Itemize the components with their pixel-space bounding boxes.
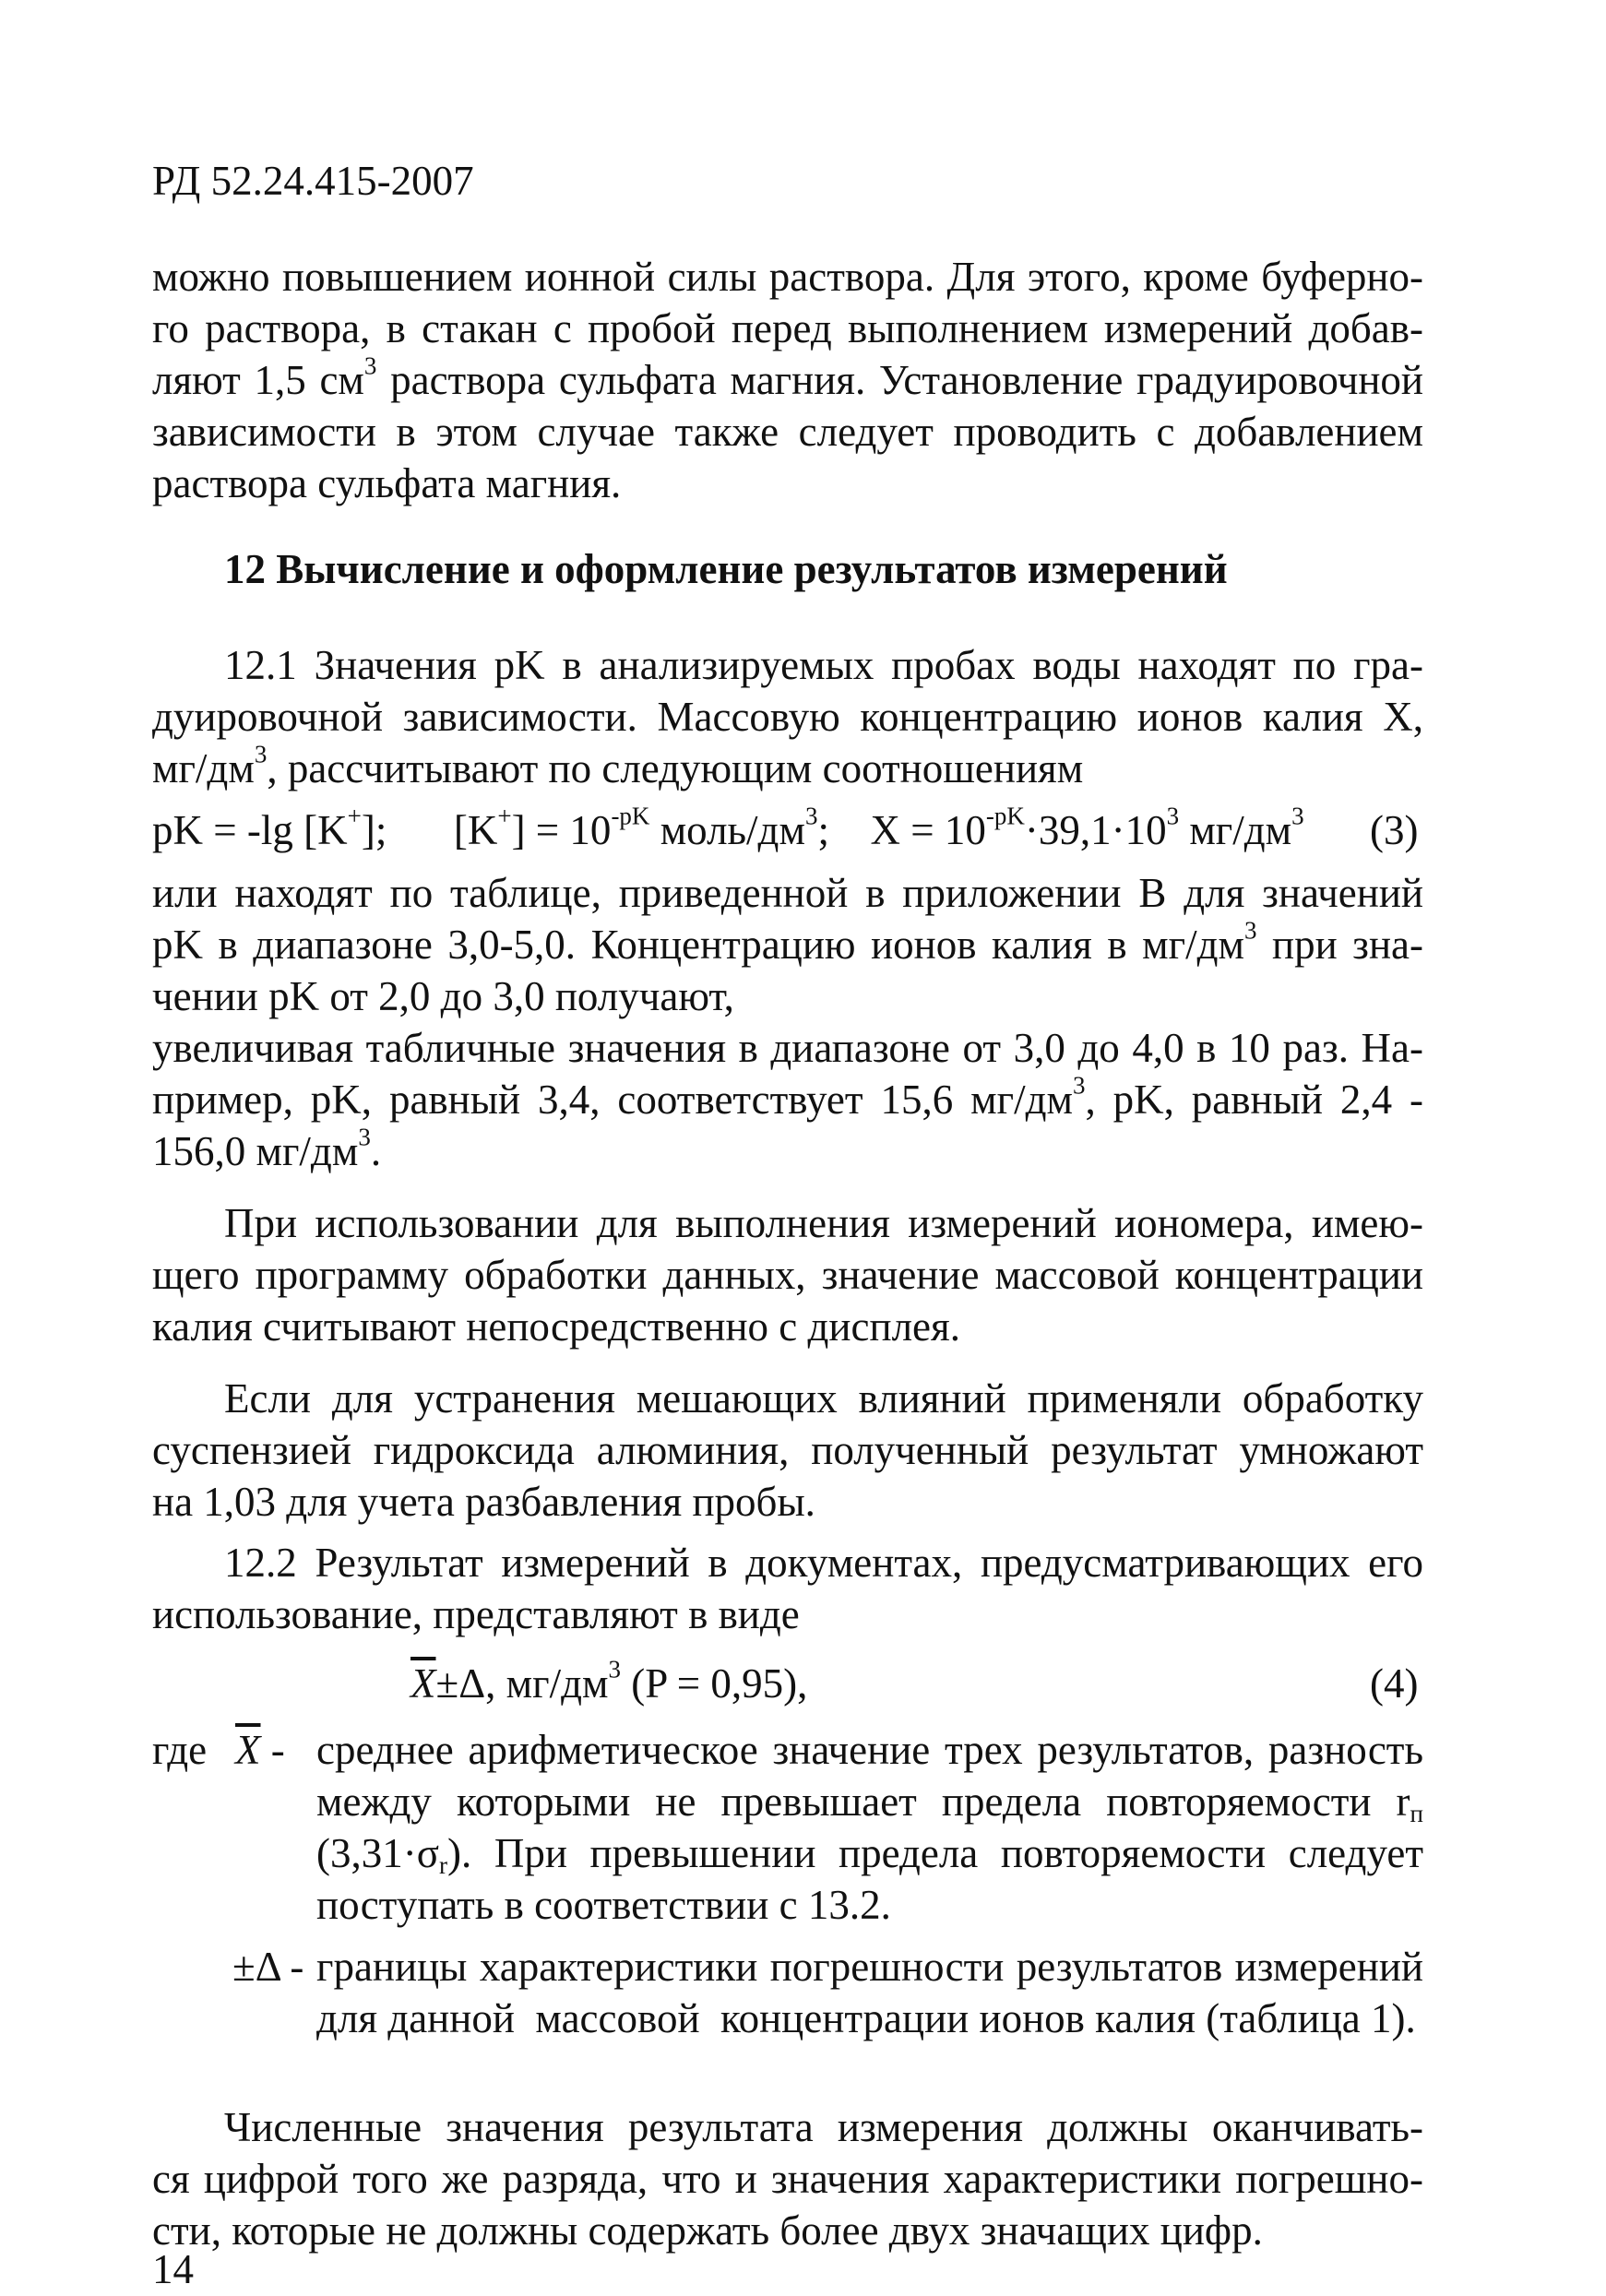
intro-line: ляют 1,5 $см^3$ раствора сульфата магния. Установление градуировочной bbox=[152, 351, 1424, 403]
paragraph-line: При использовании для выполнения измерений иономера, имею- bbox=[224, 1200, 1423, 1246]
intro-line: можно повышением ионной силы раствора. Для этого, кроме буферно- bbox=[152, 254, 1423, 300]
paragraph-line: или находят по таблице, приведенной в приложении B для значений bbox=[152, 870, 1423, 916]
paragraph-line: на 1,03 для учета разбавления пробы. bbox=[152, 1479, 815, 1525]
paragraph-line: Численные значения результата измерения должны оканчивать- bbox=[224, 2104, 1423, 2150]
paragraph-line: дуировочной зависимости. Массовую концентрацию ионов калия X, bbox=[152, 694, 1423, 740]
intro-line: зависимости в этом случае также следует проводить с добавлением bbox=[152, 409, 1423, 455]
paragraph-line: использование, представляют в виде bbox=[152, 1591, 800, 1637]
paragraph-line: 156,0 $мг/дм^3$. bbox=[152, 1123, 382, 1174]
paragraph-line: ся цифрой того же разряда, что и значения характеристики погрешно- bbox=[152, 2156, 1423, 2202]
where-x-line: между которыми не превышает предела повторяемости $r_п$ bbox=[316, 1779, 1423, 1827]
where-x-line: поступать в соответствии с 13.2. bbox=[316, 1882, 891, 1928]
paragraph-line: щего программу обработки данных, значение массовой концентрации bbox=[152, 1252, 1423, 1298]
paragraph-line: 12.1 Значения pK в анализируемых пробах воды находят по гра- bbox=[224, 642, 1423, 688]
paragraph-line: 12.2 Результат измерений в документах, предусматривающих его bbox=[224, 1540, 1423, 1586]
page-number: 14 bbox=[152, 2246, 194, 2292]
intro-line: го раствора, в стакан с пробой перед выполнением измерений добав- bbox=[152, 305, 1423, 351]
paragraph-line: pK в диапазоне 3,0-5,0. Концентрацию ионов калия в $мг/дм^3$ при зна- bbox=[152, 916, 1423, 968]
paragraph-line: чении pK от 2,0 до 3,0 получают, bbox=[152, 973, 734, 1019]
x-mean-symbol: $\overline{X}$ bbox=[410, 1660, 436, 1707]
paragraph-line: $мг/дм^3$, рассчитывают по следующим соотношениям bbox=[152, 740, 1084, 791]
paragraph-line: сти, которые не должны содержать более двух значащих цифр. bbox=[152, 2207, 1263, 2254]
where-delta-line: границы характеристики погрешности результатов измерений bbox=[316, 1944, 1423, 1990]
paragraph-line: суспензией гидроксида алюминия, полученный результат умножают bbox=[152, 1427, 1423, 1473]
equation-number-4: (4) bbox=[1370, 1660, 1419, 1707]
where-x-line: среднее арифметическое значение трех результатов, разность bbox=[316, 1727, 1423, 1773]
equation-number-3: (3) bbox=[1370, 807, 1419, 853]
where-delta-term: ±Δ - bbox=[232, 1944, 315, 1990]
paragraph-line: калия считывают непосредственно с дисплея. bbox=[152, 1303, 960, 1350]
paragraph-line: Если для устранения мешающих влияний применяли обработку bbox=[224, 1375, 1423, 1422]
where-x-term: $\overline{X}$ - bbox=[235, 1727, 295, 1773]
where-delta-line: для данной массовой концентрации ионов калия (таблица 1). bbox=[316, 1995, 1416, 2041]
paragraph-line: увеличивая табличные значения в диапазоне от 3,0 до 4,0 в 10 раз. На- bbox=[152, 1025, 1423, 1071]
section-heading: 12 Вычисление и оформление результатов измерений bbox=[224, 546, 1228, 592]
where-label: где bbox=[152, 1727, 208, 1773]
document-code: РД 52.24.415-2007 bbox=[152, 158, 474, 204]
where-x-line: $(3,31\cdot\sigma_r)$. При превышении предела повторяемости следует bbox=[316, 1830, 1423, 1879]
paragraph-line: пример, pK, равный 3,4, соответствует 15,6 $мг/дм^3$, pK, равный 2,4 - bbox=[152, 1071, 1423, 1123]
formula-3: pK = -lg [K+]; $[K^+] = 10^{-pK}$ моль/$дм^3$; $X = 10^{-pK}\cdot 39,1\cdot 10^3$ $мг/дм^3$ bbox=[152, 802, 1304, 853]
intro-line: раствора сульфата магния. bbox=[152, 460, 622, 506]
formula-4: $\overline{X}\pm\Delta$, $мг/дм^3$ (P = 0,95), bbox=[410, 1655, 808, 1707]
